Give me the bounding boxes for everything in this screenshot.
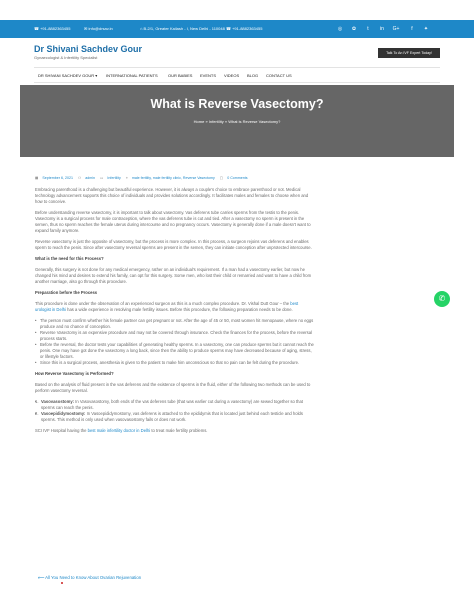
post-comments[interactable]: 0 Comments (227, 176, 248, 180)
whatsapp-icon[interactable]: ✆ (434, 291, 450, 307)
post-meta (35, 176, 252, 180)
paragraph: Reverse vasectomy is just the opposite of vasectomy, but the process is more complex. In this process, a surgeon rejoins vas deferens and enables sperm to reach the penis. Since after vasectomy reversal sperms are present in the semen, they can initiate conception after unprotected intercourse. (35, 239, 312, 250)
top-bar (0, 20, 474, 38)
breadcrumb-home[interactable]: Home (193, 119, 205, 124)
section-heading: Preparation before the Process (35, 290, 98, 295)
list-item: • The person must confirm whether his female partner can get pregnant or not. After the age of 45 or 50, most women hit menopause, where no eggs produce and no chance of conception. (35, 318, 315, 330)
nav-item-blog[interactable]: BLOG (247, 73, 259, 78)
list-item: • Reverse Vasectomy is an expensive procedure and may not be covered through insurance. Check the finances for the process, before the reversal process starts. (35, 330, 315, 342)
phone-icon: ☎ (226, 26, 233, 31)
list-item: • 1. Vasovasostomy: In Vasovasostomy, both ends of the vas deferens tube (that was earlier cut during a vasectomy) are sewed together so that sperms can reach the penis. (35, 399, 315, 411)
divider (34, 67, 440, 68)
section-heading: How Reverse Vasectomy is Performed? (35, 371, 114, 376)
breadcrumb-separator: » (205, 119, 208, 124)
nav-item-events[interactable]: EVENTS (200, 73, 217, 78)
urologist-link[interactable]: best urologist in Delhi (35, 301, 299, 312)
section-heading: What is the need for this Process? (35, 256, 104, 261)
post-category[interactable]: Infertility (107, 176, 121, 180)
breadcrumb-separator: » (224, 119, 228, 124)
nav-item-videos[interactable]: VIDEOS (224, 73, 240, 78)
location-icon: ⌂ (140, 26, 144, 31)
email-info[interactable]: ✉ info@drsav.in (84, 26, 113, 31)
article-body (35, 187, 315, 439)
breadcrumb (20, 119, 454, 124)
nav-item-our-babies[interactable]: OUR BABIES (168, 73, 193, 78)
site-tagline: Gynaecologist & Infertility Specialist (34, 55, 98, 60)
nav-item-contact-us[interactable]: CONTACT US (266, 73, 292, 78)
google-plus-icon[interactable]: G+ (392, 26, 400, 32)
address-info: ⌂ B-2/1, Greater Kailash - I, New Delhi - 110048 (140, 26, 225, 31)
previous-post-link[interactable]: ⟵ All You Need to Know About Ovarian Rejuvenation (38, 575, 142, 580)
phone-icon: ☎ (34, 26, 41, 31)
instagram-icon[interactable]: ◎ (337, 26, 343, 32)
pinterest-icon[interactable]: ✿ (351, 26, 357, 32)
twitter-icon[interactable]: ✦ (423, 26, 429, 32)
nav-item-international-patients[interactable]: INTERNATIONAL PATIENTS (106, 73, 158, 78)
paragraph: Embracing parenthood is a challenging but beautiful experience. However, it is always a couple's choice to embrace parenthood or not. Medical technology advancement supports this choice of individuals and provides solutions accordingly. It facilitates males and females to choose when and how to conceive. (35, 187, 309, 204)
paragraph: Based on the analysis of fluid present in the vas deferens and the existence of sperms in the fluid, either of the following two methods can be used to perform vasectomy reversal. (35, 382, 311, 393)
phone-info-2[interactable]: ☎ +91-8882363455 (226, 26, 263, 31)
indicator-dot (61, 582, 63, 584)
tag-icon: ⌖ (125, 176, 128, 180)
breadcrumb-current: What is Reverse Vasectomy? (228, 119, 281, 124)
talk-to-expert-button[interactable]: Talk To An IVF Expert Today! (378, 48, 440, 58)
page-banner (20, 85, 454, 157)
male-infertility-link[interactable]: best male infertility doctor in Delhi (87, 428, 151, 433)
phone-info[interactable]: ☎ +91-8882363455 (34, 26, 71, 31)
post-author[interactable]: admin (85, 176, 96, 180)
paragraph: SCI IVF Hospital having the best male infertility doctor in Delhi to treat male fertility problems. (35, 428, 208, 433)
arrow-left-icon: ⟵ (38, 575, 46, 580)
facebook-icon[interactable]: f (411, 26, 413, 32)
divider (34, 82, 440, 83)
list-item: • Since this is a surgical process, anesthesia is given to the patient to make him unconscious so that no pain can be felt during the procedure. (35, 360, 315, 366)
tumblr-icon[interactable]: t (367, 26, 369, 32)
folder-icon: ▭ (100, 176, 104, 180)
user-icon: ⚇ (77, 176, 82, 180)
breadcrumb-infertility[interactable]: Infertility (208, 119, 224, 124)
page-title: What is Reverse Vasectomy? (150, 97, 324, 111)
linkedin-icon[interactable]: in (380, 26, 384, 32)
list-item: • Before the reversal, the doctor tests your capabilities of generating healthy sperms. In a vasectomy, one can produce sperms but it cannot reach the penis. One may have got done the vasectomy a long back, since then the ability to produce sperms may have decreased because of aging, stress, or lifestyle factors. (35, 342, 315, 360)
post-date[interactable]: September 6, 2021 (42, 176, 73, 180)
calendar-icon: ▦ (35, 176, 39, 180)
paragraph: Generally, this surgery is not done for any medical emergency, rather on an individual's requirement. If a man had a vasectomy earlier, but now he changed his mind and desires to extend his family, can opt for this surgery. Some men, who lost their child or remarried and want to have a child from another marriage, also go through this procedure. (35, 267, 312, 284)
nav-item-doctor[interactable]: DR SHIVANI SACHDEV GOUR ▾ (38, 73, 98, 78)
comment-icon: ▢ (219, 176, 224, 180)
preparation-list (35, 318, 315, 366)
methods-list (35, 399, 315, 423)
paragraph: Before understanding reverse vasectomy, it is important to talk about vasectomy. Vas deferens tube carries sperms from the testis to the penis. Vasectomy is a surgical process for male contraception, where the vas deferens tube is cut and tied. After a vasectomy no sperm is present in the semen, thus no sperm reaches the female uterus during intercourse and no pregnancy occurs. Vasectomy is generally done if a male doesn't want to expand family anymore. (35, 210, 311, 233)
post-tags[interactable]: male fertility, male fertility clinic, Reverse Vasectomy (131, 176, 215, 180)
site-title[interactable]: Dr Shivani Sachdev Gour (34, 44, 143, 54)
list-item: • 2. Vasoepididymostomy: In Vasoepididymostomy, vas deferens is attached to the epididymis that is located just behind each testicle and holds sperms. This method is only used when vasovasostomy fails or does not work. (35, 411, 315, 423)
paragraph: This procedure is done under the observation of an experienced surgeon as this is a much complex procedure. Dr. Vishal Dutt Gour – the best urologist in Delhi has a wide experience in resolving male fertility issues. Before this procedure, the following preparation needs to be done. (35, 301, 299, 312)
mail-icon: ✉ (84, 26, 89, 31)
